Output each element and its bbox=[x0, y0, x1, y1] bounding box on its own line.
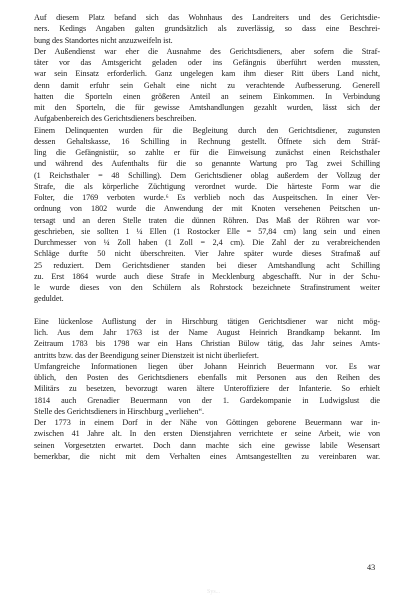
text-line: le wurde dieses von den Schülern als Rohrstock bezeichnete Strafinstrument weiter bbox=[34, 283, 380, 292]
text-line: Schläge durfte 50 nicht überschreiten. Vier Jahre später wurde dieses Strafmaß auf bbox=[34, 249, 380, 259]
text-line: ordnung von 1802 wurde die Anwendung der mit Knoten versehenen Peitschen un- bbox=[34, 204, 380, 214]
text-line: seinen Vorgesetzten erwartet. Doch dann machte sich eine gewisse labile Wesensart bbox=[34, 440, 380, 450]
paragraph-2 bbox=[34, 46, 380, 125]
paragraph-1 bbox=[34, 12, 380, 46]
text-line: geduldet. bbox=[34, 294, 64, 304]
text-line: dessen Gehaltskasse, 16 Schilling in Rechnung gestellt. Öffnete sich dem Sträf- bbox=[34, 136, 380, 146]
paragraph-6 bbox=[34, 417, 380, 462]
text-column bbox=[34, 12, 380, 462]
text-line: zu. Erst 1864 wurde auch diese Strafe in Mecklenburg abgeschafft. Nur in der Schu- bbox=[34, 271, 380, 281]
text-line: Der Außendienst war eher die Ausnahme des Gerichtsdieners, aber sofern die Straf- bbox=[34, 46, 380, 56]
text-line: 1814 auch Grenadier Beuermann von der 1. Gardekompanie in Ludwigslust die bbox=[34, 395, 380, 405]
text-line: Durchmesser von ¼ Zoll haben (1 Zoll = 2,4 cm). Die Zahl der zu verabreichenden bbox=[34, 238, 380, 247]
text-line: bemerkbar, die nicht mit dem Verhalten eines Amtsangestellten zu vereinbaren war. bbox=[34, 451, 380, 461]
text-line: bung des Standortes nicht anzuzweifeln ist. bbox=[34, 35, 173, 45]
text-line: Auf diesem Platz befand sich das Wohnhaus des Landreiters und des Gerichtsdie- bbox=[34, 13, 380, 22]
text-line: Der 1773 in einem Dorf in der Nähe von Göttingen geborene Beuermann war in- bbox=[34, 418, 380, 427]
text-line: tersagt und an deren Stelle traten die dünnen Röhren. Das Maß der Röhren war vor- bbox=[34, 215, 380, 225]
page-number: 43 bbox=[367, 563, 376, 572]
paragraph-4 bbox=[34, 316, 380, 361]
text-line: Aufgabenbereich des Gerichtsdieners beschreiben. bbox=[34, 114, 197, 124]
text-line: Zeitraum 1783 bis 1798 war ein Hans Christian Bülow tätig, das Jahr seines Amts- bbox=[34, 339, 380, 349]
paragraph-spacer bbox=[34, 305, 380, 316]
text-line: zwischen 41 Jahre alt. In den ersten Dienstjahren verrichtete er seine Arbeit, wie von bbox=[34, 429, 380, 439]
text-line: Eine lückenlose Auflistung der in Hirschburg tätigen Gerichtsdiener war nicht mög- bbox=[34, 316, 380, 326]
text-line: Stelle des Gerichtsdieners in Hirschburg „verliehen“. bbox=[34, 406, 205, 416]
text-line: antritts bzw. das der Beendigung seiner Dienstzeit ist nicht überliefert. bbox=[34, 350, 259, 360]
text-line: Folter, die 1769 verboten wurde.⁶ Es verblieb noch das Auspeitschen. In einer Ver- bbox=[34, 193, 380, 202]
text-line: hatten die Sporteln einen größeren Anteil an seinem Einkommen. In Verbindung bbox=[34, 91, 380, 101]
text-line: ling die Gefängnistür, so zahlte er für die Einweisung zunächst einen Reichsthaler bbox=[34, 148, 380, 157]
text-line: war sein Einsatz erforderlich. Ganz ungelegen kam ihm dieser Ritt übers Land nicht, bbox=[34, 69, 380, 79]
text-line: und während des Aufenthalts für die so genannte Wartung pro Tag zwei Schilling bbox=[34, 159, 380, 169]
paragraph-5 bbox=[34, 361, 380, 417]
text-line: denn damit erfuhr sein Gehalt eine nicht zu verachtende Aufbesserung. Generell bbox=[34, 80, 380, 90]
text-line: Strafe, die als körperliche Züchtigung verordnet wurde. Die härteste Form war die bbox=[34, 181, 380, 191]
text-line: Einem Delinquenten wurden für die Begleitung durch den Gerichtsdiener, zugunsten bbox=[34, 125, 380, 135]
footer-fragment: Sys... bbox=[207, 589, 221, 595]
text-line: 25 reduziert. Dem Gerichtsdiener standen bei dieser Amtshandlung acht Schilling bbox=[34, 260, 380, 270]
text-line: geschrieben, sie sollten 1 ¼ Ellen (1 Rostocker Elle = 57,84 cm) lang sein und einen bbox=[34, 226, 380, 236]
text-line: täter vor das Amtsgericht geladen oder ins Gefängnis überführt werden mussten, bbox=[34, 58, 380, 67]
text-line: Militärs zu besetzen, bevorzugt waren ältere Unteroffiziere der Infanterie. So erhielt bbox=[34, 384, 380, 394]
text-line: Umfangreiche Informationen liegen über Johann Heinrich Beuermann vor. Es war bbox=[34, 361, 380, 371]
text-line: üblich, den Posten des Gerichtsdieners ebenfalls mit Personen aus den Reihen des bbox=[34, 373, 380, 382]
text-line: lich. Aus dem Jahr 1763 ist der Name August Heinrich Brandkamp bekannt. Im bbox=[34, 328, 380, 337]
paragraph-3 bbox=[34, 125, 380, 305]
text-line: ners. Kedings Angaben galten grundsätzlich als zuverlässig, so dass eine Beschrei- bbox=[34, 24, 380, 34]
text-line: mit den Sporteln, die für gewisse Amtshandlungen gezahlt wurden, lässt sich der bbox=[34, 103, 380, 112]
text-line: (1 Reichsthaler = 48 Schilling). Dem Gerichtsdiener oblag außerdem der Vollzug der bbox=[34, 170, 380, 180]
